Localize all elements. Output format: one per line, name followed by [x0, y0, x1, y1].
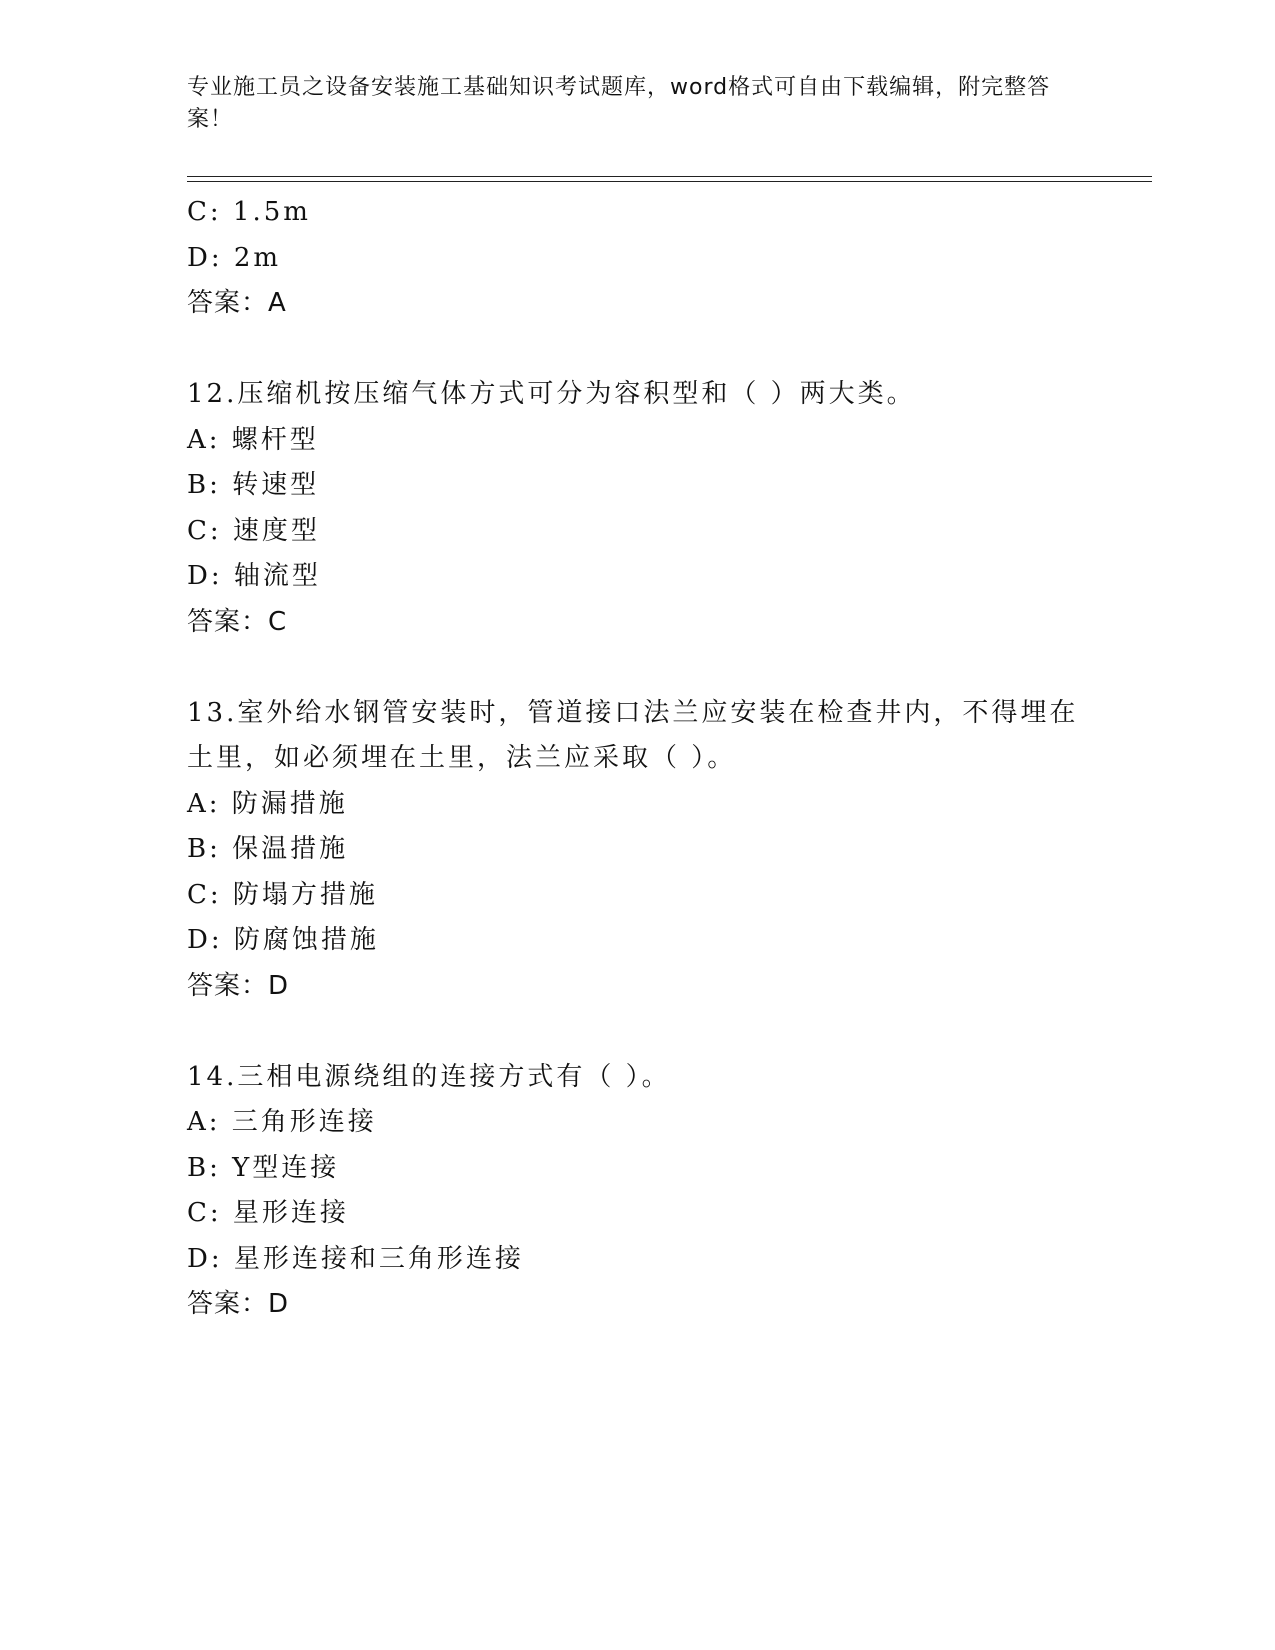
question-stem: 13.室外给水钢管安装时，管道接口法兰应安装在检查井内，不得埋在土里，如必须埋在土里，法兰应采取（ ）。 [187, 697, 1079, 773]
question-11-continuation [187, 190, 1087, 327]
spacer [187, 327, 1087, 373]
question-stem: 12.压缩机按压缩气体方式可分为容积型和（ ）两大类。 [187, 379, 916, 409]
question-13 [187, 691, 1087, 1010]
option-c: C: 防塌方措施 [187, 879, 378, 910]
question-stem: 14.三相电源绕组的连接方式有（ ）。 [187, 1061, 671, 1092]
document-body [187, 190, 1087, 1328]
spacer [187, 1009, 1087, 1055]
option-b: B: Y型连接 [187, 1152, 340, 1183]
spacer [187, 645, 1087, 691]
option-b: B: 转速型 [187, 470, 320, 500]
option-d: D: 防腐蚀措施 [187, 925, 379, 955]
option-d: D: 星形连接和三角形连接 [187, 1243, 524, 1274]
answer-line: 答案：D [187, 1289, 290, 1319]
option-c: C: 速度型 [187, 515, 320, 546]
answer-line: 答案：D [187, 970, 290, 1001]
document-header: 专业施工员之设备安装施工基础知识考试题库，word格式可自由下载编辑，附完整答案！ [187, 75, 1051, 132]
option-a: A: 三角形连接 [187, 1107, 377, 1137]
option-a: A: 防漏措施 [187, 788, 348, 819]
question-14 [187, 1055, 1087, 1328]
option-d: D: 2m [187, 242, 282, 273]
option-a: A: 螺杆型 [187, 424, 319, 455]
question-12 [187, 372, 1087, 645]
option-c: C: 星形连接 [187, 1198, 349, 1228]
answer-line: 答案：C [187, 606, 288, 637]
header-divider [187, 176, 1152, 182]
answer-line: 答案：A [187, 288, 287, 318]
option-c: C: 1.5m [187, 197, 311, 227]
option-b: B: 保温措施 [187, 834, 349, 864]
option-d: D: 轴流型 [187, 561, 321, 591]
